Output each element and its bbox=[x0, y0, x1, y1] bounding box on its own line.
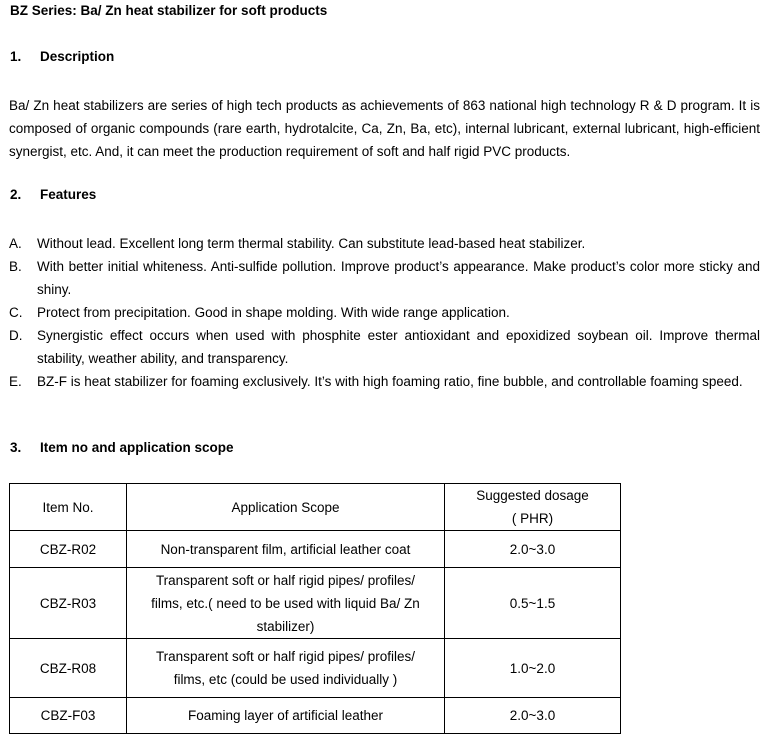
table-row bbox=[10, 568, 621, 639]
feature-letter: C. bbox=[9, 305, 23, 320]
section-heading-item-scope bbox=[10, 440, 234, 455]
scope-line: films, etc.( need to be used with liquid Ba/ Zn bbox=[151, 595, 420, 611]
feature-letter: D. bbox=[9, 328, 23, 343]
feature-letter: A. bbox=[9, 236, 22, 251]
document-title: BZ Series: Ba/ Zn heat stabilizer for soft products bbox=[10, 3, 328, 18]
item-no-cell: CBZ-F03 bbox=[10, 698, 127, 734]
scope-line: Non-transparent film, artificial leather coat bbox=[160, 541, 411, 557]
feature-text: With better initial whiteness. Anti-sulfide pollution. Improve product’s appearance. Make product’s color more sticky and shiny. bbox=[37, 259, 760, 297]
scope-line: stabilizer) bbox=[256, 618, 315, 634]
table-header-row bbox=[10, 484, 621, 531]
scope-cell bbox=[127, 698, 445, 734]
feature-item-b bbox=[9, 255, 760, 301]
header-dosage-label: Suggested dosage bbox=[476, 488, 589, 503]
table-row bbox=[10, 698, 621, 734]
table-row bbox=[10, 639, 621, 698]
scope-cell bbox=[127, 568, 445, 639]
scope-line: films, etc (could be used individually ) bbox=[173, 672, 398, 687]
scope-cell bbox=[127, 531, 445, 568]
section-number: 1. bbox=[10, 49, 22, 64]
item-no-cell: CBZ-R02 bbox=[10, 531, 127, 568]
section-number: 2. bbox=[10, 187, 22, 202]
feature-item-c bbox=[9, 301, 760, 324]
description-paragraph: Ba/ Zn heat stabilizers are series of high tech products as achievements of 863 national high technology R & D program. It is composed of organic compounds (rare earth, hydrotalcite, Ca, Zn, Ba, etc), internal lubricant, external lubricant, high-efficient synergist, etc. And, it can meet the production requirement of soft and half rigid PVC products. bbox=[9, 98, 760, 159]
feature-letter: E. bbox=[9, 374, 22, 389]
section-number: 3. bbox=[10, 440, 22, 455]
feature-letter: B. bbox=[9, 259, 22, 274]
feature-item-a bbox=[9, 232, 760, 255]
dosage-cell: 2.0~3.0 bbox=[445, 531, 621, 568]
header-application-scope: Application Scope bbox=[127, 484, 445, 531]
scope-cell bbox=[127, 639, 445, 698]
feature-text: Without lead. Excellent long term thermal stability. Can substitute lead-based heat stabilizer. bbox=[37, 236, 586, 251]
section-title: Features bbox=[40, 187, 97, 202]
dosage-cell: 2.0~3.0 bbox=[445, 698, 621, 734]
section-title: Description bbox=[40, 49, 115, 64]
feature-text: Protect from precipitation. Good in shape molding. With wide range application. bbox=[37, 305, 510, 320]
scope-line: Transparent soft or half rigid pipes/ profiles/ bbox=[155, 649, 416, 664]
dosage-cell: 1.0~2.0 bbox=[445, 639, 621, 698]
dosage-cell: 0.5~1.5 bbox=[445, 568, 621, 639]
application-scope-table bbox=[9, 483, 621, 734]
section-heading-features bbox=[10, 187, 96, 202]
feature-text: Synergistic effect occurs when used with phosphite ester antioxidant and epoxidized soybean oil. Improve thermal stability, weather ability, and transparency. bbox=[37, 328, 760, 366]
feature-item-e bbox=[9, 370, 760, 393]
table-row bbox=[10, 531, 621, 568]
section-title: Item no and application scope bbox=[40, 440, 234, 455]
section-heading-description bbox=[10, 49, 114, 64]
feature-item-d bbox=[9, 324, 760, 370]
feature-text: BZ-F is heat stabilizer for foaming exclusively. It’s with high foaming ratio, fine bubble, and controllable foaming speed. bbox=[37, 374, 743, 389]
scope-line: Foaming layer of artificial leather bbox=[187, 708, 384, 723]
item-no-cell: CBZ-R03 bbox=[10, 568, 127, 639]
header-item-no: Item No. bbox=[10, 484, 127, 531]
header-suggested-dosage bbox=[445, 484, 621, 531]
header-dosage-unit: ( PHR) bbox=[511, 511, 554, 526]
scope-line: Transparent soft or half rigid pipes/ profiles/ bbox=[155, 572, 416, 588]
item-no-cell: CBZ-R08 bbox=[10, 639, 127, 698]
